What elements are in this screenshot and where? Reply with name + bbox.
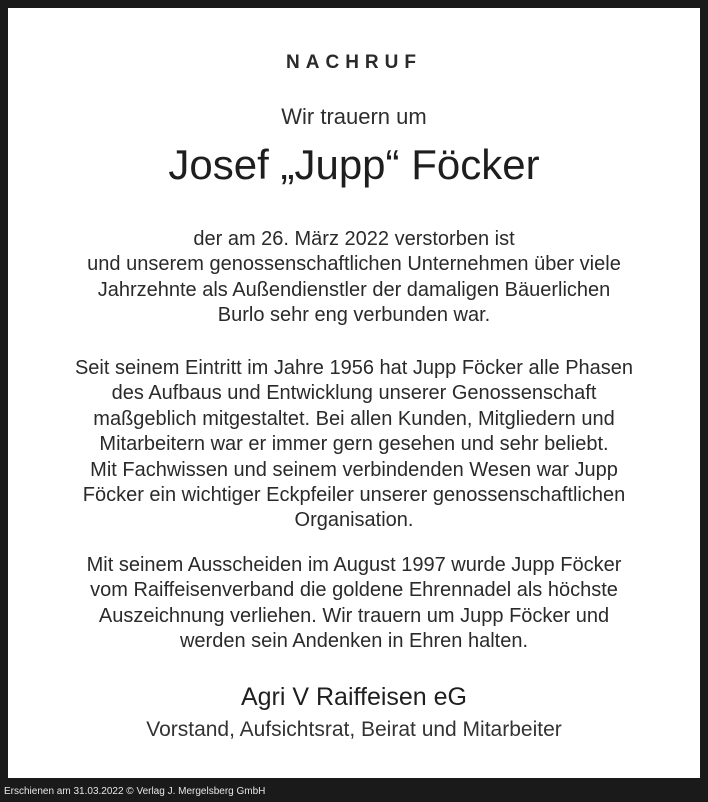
paragraph-line: Mit seinem Ausscheiden im August 1997 wurde Jupp Föcker bbox=[86, 554, 622, 576]
paragraph-line: werden sein Andenken in Ehren halten. bbox=[179, 630, 529, 653]
notice-heading: NACHRUF bbox=[286, 52, 422, 73]
paragraph-line: des Aufbaus und Entwicklung unserer Genossenschaft bbox=[111, 382, 597, 405]
deceased-name: Josef „Jupp“ Föcker bbox=[168, 141, 540, 188]
paragraph-line: der am 26. März 2022 verstorben ist bbox=[193, 228, 515, 250]
paragraph-line: Föcker ein wichtiger Eckpfeiler unserer genossenschaftlichen bbox=[82, 484, 626, 507]
signatories-line: Vorstand, Aufsichtsrat, Beirat und Mitarbeiter bbox=[146, 718, 562, 741]
paragraph-2 bbox=[28, 356, 680, 534]
paragraph-line: Jahrzehnte als Außendienstler der damaligen Bäuerlichen bbox=[97, 278, 611, 301]
paragraph-line: Mit Fachwissen und seinem verbindenden Wesen war Jupp bbox=[90, 458, 618, 481]
organization-name: Agri V Raiffeisen eG bbox=[240, 683, 468, 711]
paragraph-1 bbox=[28, 227, 680, 329]
paragraph-line: Auszeichnung verliehen. Wir trauern um Jupp Föcker und bbox=[98, 604, 610, 627]
obituary-notice bbox=[8, 8, 700, 778]
paragraph-line: maßgeblich mitgestaltet. Bei allen Kunden, Mitgliedern und bbox=[93, 407, 615, 430]
paragraph-line: Seit seinem Eintritt im Jahre 1956 hat Jupp Föcker alle Phasen bbox=[74, 357, 634, 379]
paragraph-line: Burlo sehr eng verbunden war. bbox=[217, 304, 491, 327]
paragraph-3 bbox=[28, 553, 680, 655]
paragraph-line: und unserem genossenschaftlichen Unternehmen über viele bbox=[87, 253, 621, 276]
intro-line: Wir trauern um bbox=[281, 104, 427, 129]
paragraph-line: vom Raiffeisenverband die goldene Ehrennadel als höchste bbox=[90, 579, 618, 602]
paragraph-line: Organisation. bbox=[294, 509, 414, 532]
paragraph-line: Mitarbeitern war er immer gern gesehen und sehr beliebt. bbox=[99, 433, 609, 456]
publication-footer: Erschienen am 31.03.2022 © Verlag J. Mergelsberg GmbH bbox=[4, 786, 266, 797]
